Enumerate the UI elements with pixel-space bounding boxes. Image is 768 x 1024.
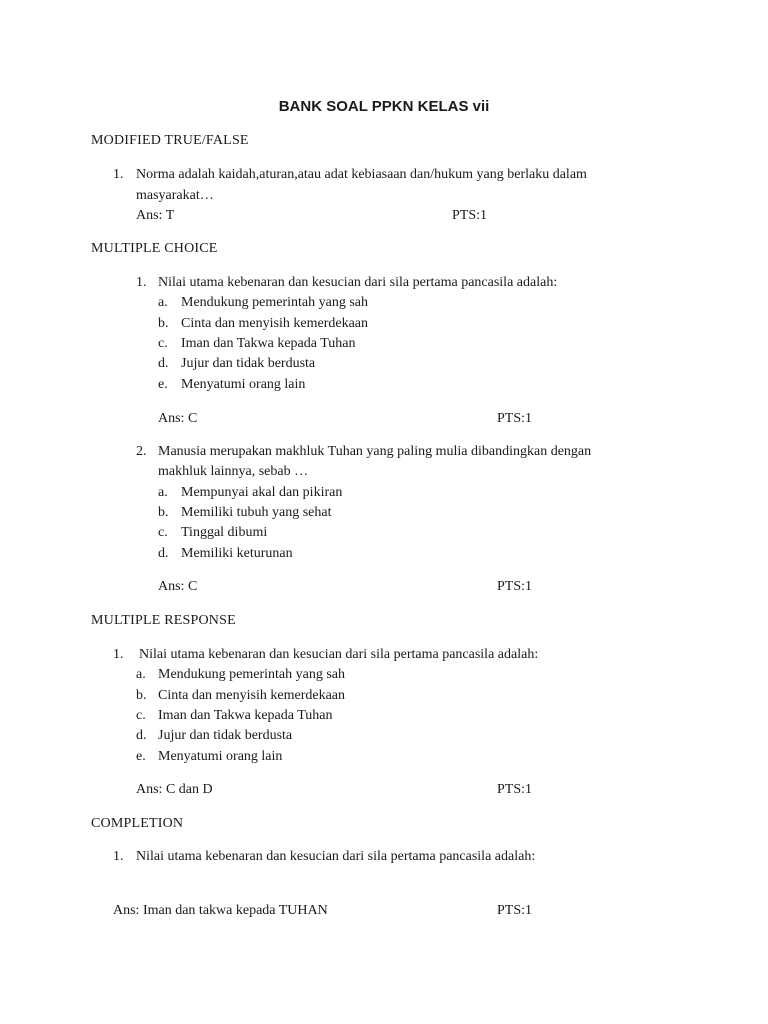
section-heading-multiple-response: MULTIPLE RESPONSE: [91, 613, 236, 628]
option-letter: b.: [158, 505, 169, 520]
question-text: Norma adalah kaidah,aturan,atau adat kebiasaan dan/hukum yang berlaku dalam: [136, 167, 587, 182]
option-letter: d.: [158, 356, 169, 371]
option-letter: b.: [158, 316, 169, 331]
answer-label: Ans: C: [158, 579, 198, 594]
option-letter: b.: [136, 688, 147, 703]
option-letter: a.: [136, 667, 146, 682]
option-letter: a.: [158, 295, 168, 310]
option-text: Cinta dan menyisih kemerdekaan: [181, 316, 368, 331]
question-text: Nilai utama kebenaran dan kesucian dari sila pertama pancasila adalah:: [136, 849, 536, 864]
option-letter: a.: [158, 485, 168, 500]
option-text: Iman dan Takwa kepada Tuhan: [181, 336, 356, 351]
question-text: Nilai utama kebenaran dan kesucian dari sila pertama pancasila adalah:: [139, 647, 539, 662]
option-text: Mendukung pemerintah yang sah: [181, 295, 369, 310]
option-text: Jujur dan tidak berdusta: [158, 728, 293, 743]
points-label: PTS:1: [497, 579, 533, 594]
answer-label: Ans: C: [158, 411, 198, 426]
question-text-continued: makhluk lainnya, sebab …: [158, 464, 309, 479]
option-text: Memiliki keturunan: [181, 546, 293, 561]
section-heading-multiple-choice: MULTIPLE CHOICE: [91, 241, 218, 256]
option-letter: c.: [158, 525, 168, 540]
option-letter: d.: [136, 728, 147, 743]
question-text: Manusia merupakan makhluk Tuhan yang paling mulia dibandingkan dengan: [158, 444, 592, 459]
question-text: Nilai utama kebenaran dan kesucian dari sila pertama pancasila adalah:: [158, 275, 558, 290]
option-text: Mempunyai akal dan pikiran: [181, 485, 343, 500]
option-letter: e.: [136, 749, 146, 764]
option-letter: e.: [158, 377, 168, 392]
option-letter: d.: [158, 546, 169, 561]
question-text-continued: masyarakat…: [136, 188, 214, 203]
points-label: PTS:1: [497, 411, 533, 426]
option-text: Menyatumi orang lain: [158, 749, 283, 764]
option-text: Jujur dan tidak berdusta: [181, 356, 316, 371]
option-text: Mendukung pemerintah yang sah: [158, 667, 346, 682]
points-label: PTS:1: [497, 903, 533, 918]
points-label: PTS:1: [452, 208, 488, 223]
option-text: Tinggal dibumi: [181, 525, 268, 540]
option-text: Iman dan Takwa kepada Tuhan: [158, 708, 333, 723]
option-text: Menyatumi orang lain: [181, 377, 306, 392]
section-heading-completion: COMPLETION: [91, 816, 184, 831]
answer-label: Ans: T: [136, 208, 175, 223]
question-number: 1.: [113, 167, 124, 182]
question-number: 1.: [113, 647, 124, 662]
question-number: 1.: [136, 275, 147, 290]
question-number: 1.: [113, 849, 124, 864]
section-heading-modified-true-false: MODIFIED TRUE/FALSE: [91, 133, 249, 148]
answer-label: Ans: Iman dan takwa kepada TUHAN: [113, 903, 328, 918]
answer-label: Ans: C dan D: [136, 782, 213, 797]
document-title: BANK SOAL PPKN KELAS vii: [278, 98, 490, 115]
option-letter: c.: [136, 708, 146, 723]
option-text: Cinta dan menyisih kemerdekaan: [158, 688, 345, 703]
question-number: 2.: [136, 444, 147, 459]
points-label: PTS:1: [497, 782, 533, 797]
option-letter: c.: [158, 336, 168, 351]
option-text: Memiliki tubuh yang sehat: [181, 505, 332, 520]
